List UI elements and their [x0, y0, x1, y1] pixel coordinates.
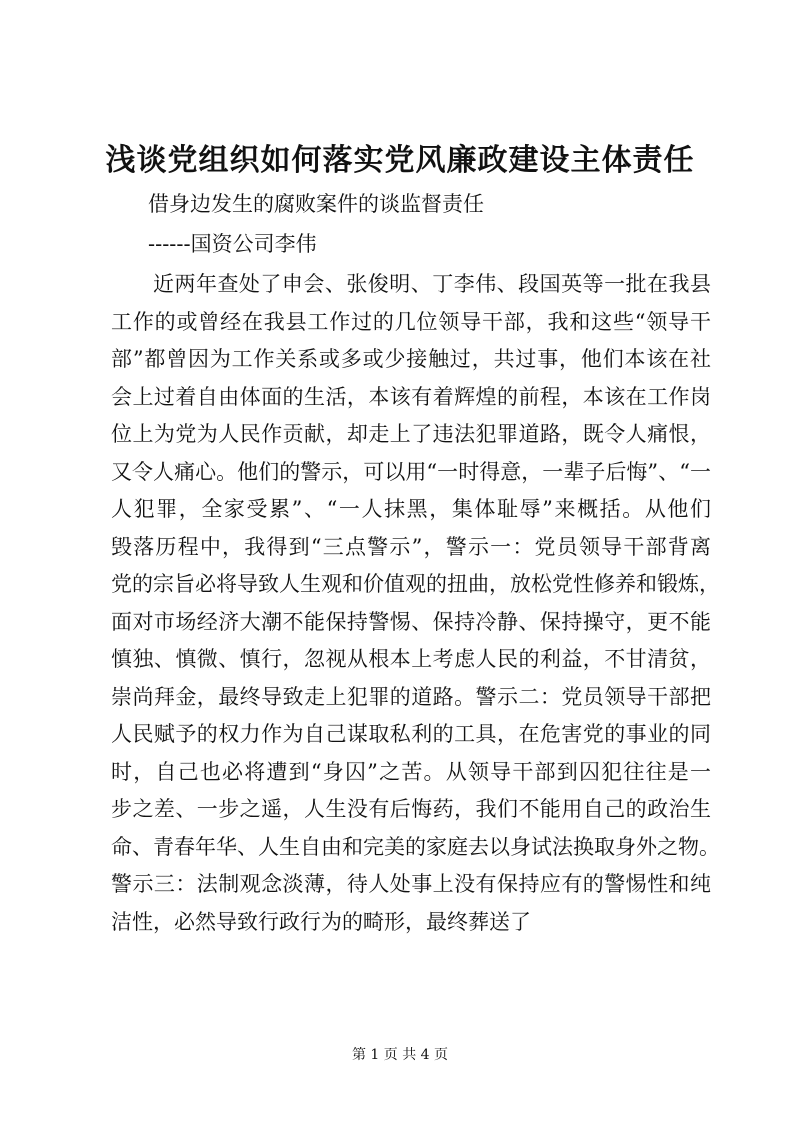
body-line: 人民赋予的权力作为自己谋取私利的工具，在危害党的事业的同	[111, 722, 711, 746]
body-line: 党的宗旨必将导致人生观和价值观的扭曲，放松党性修养和锻炼，	[111, 572, 720, 596]
body-line: 近两年查处了申会、张俊明、丁李伟、段国英等一批在我县	[153, 272, 711, 296]
body-line: 部”都曾因为工作关系或多或少接触过，共过事，他们本该在社	[111, 347, 711, 371]
body-line: 慎独、慎微、慎行，忽视从根本上考虑人民的利益，不甘清贫，	[111, 647, 711, 671]
body-line: 又令人痛心。他们的警示，可以用“一时得意，一辈子后悔”、“一	[111, 459, 711, 484]
body-line: 步之差、一步之遥，人生没有后悔药，我们不能用自己的政治生	[111, 797, 711, 821]
author-line: ------国资公司李伟	[148, 232, 317, 256]
body-line: 位上为党为人民作贡献，却走上了违法犯罪道路，既令人痛恨，	[111, 422, 711, 446]
document-title: 浅谈党组织如何落实党风廉政建设主体责任	[105, 143, 695, 178]
body-line: 洁性，必然导致行政行为的畸形，最终葬送了	[111, 909, 531, 934]
body-line: 警示三：法制观念淡薄，待人处事上没有保持应有的警惕性和纯	[111, 872, 711, 896]
page-indicator: 第 1 页 共 4 页	[351, 1047, 449, 1063]
body-line: 人犯罪，全家受累”、“一人抹黑，集体耻辱”来概括。从他们	[111, 497, 711, 521]
body-line: 命、青春年华、人生自由和完美的家庭去以身试法换取身外之物。	[111, 834, 720, 859]
body-line: 毁落历程中，我得到“三点警示”，警示一：党员领导干部背离	[111, 534, 711, 559]
body-text	[111, 266, 720, 941]
body-line: 会上过着自由体面的生活，本该有着辉煌的前程，本该在工作岗	[111, 384, 711, 409]
body-line: 工作的或曾经在我县工作过的几位领导干部，我和这些“领导干	[111, 309, 711, 334]
document-subtitle: 借身边发生的腐败案件的谈监督责任	[148, 192, 484, 216]
body-line: 崇尚拜金，最终导致走上犯罪的道路。警示二：党员领导干部把	[111, 684, 711, 709]
body-line: 面对市场经济大潮不能保持警惕、保持冷静、保持操守，更不能	[111, 609, 711, 634]
body-line: 时，自己也必将遭到“身囚”之苦。从领导干部到囚犯往往是一	[111, 759, 711, 784]
